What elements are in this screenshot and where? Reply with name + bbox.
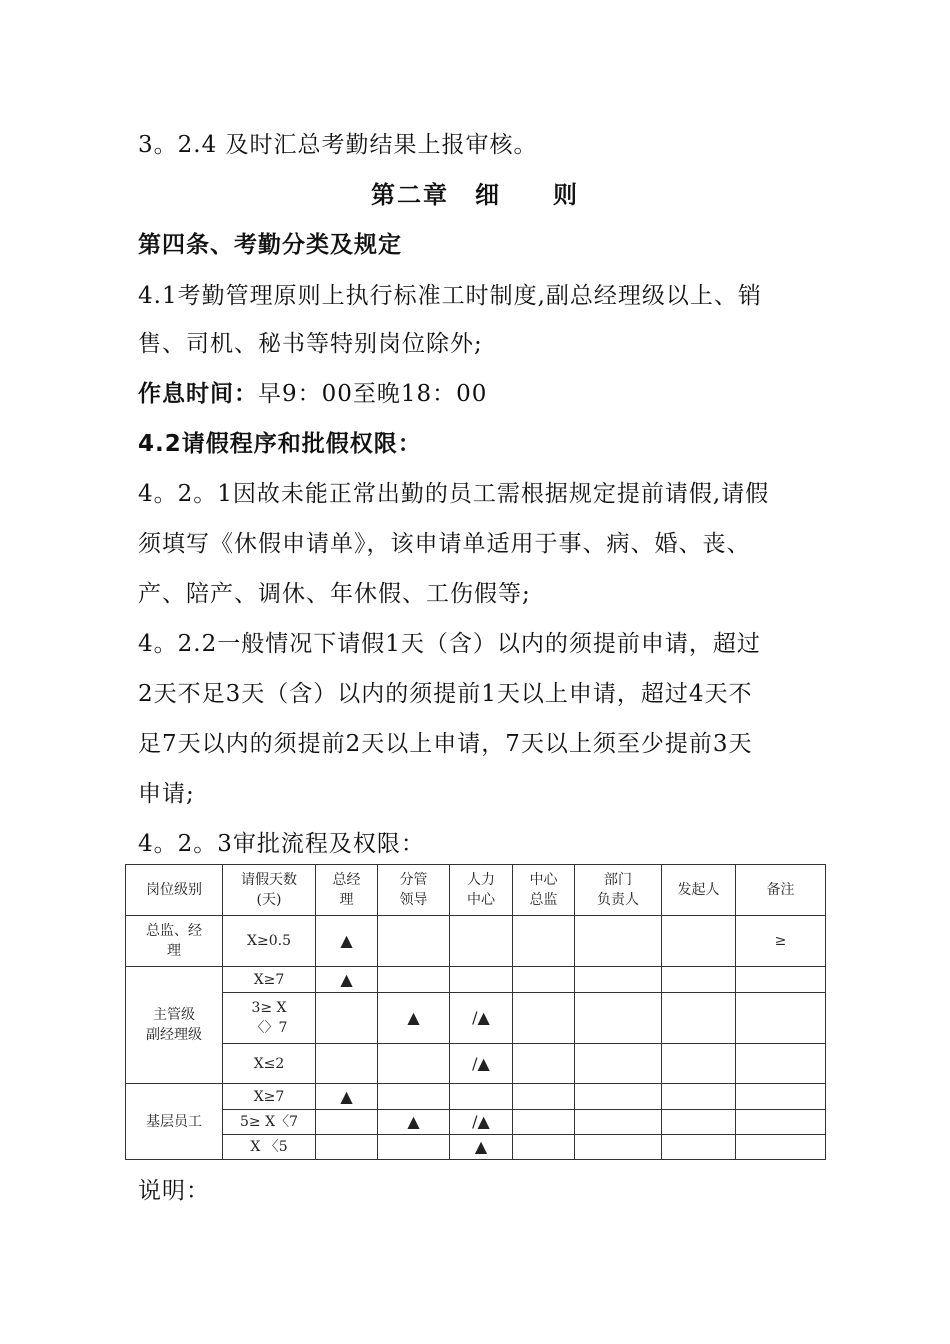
days-cell: X≥7 [223,967,316,993]
header-supervising-leader: 分管 领导 [378,865,450,916]
chapter-title: 第二章 细 则 [371,181,579,209]
section-4-2-3-title: 4。2。3审批流程及权限： [138,831,425,857]
table-row [126,916,826,967]
days-cell: 3≥ X 〈〉7 [223,993,316,1044]
hr-mark: ▲ [450,1135,513,1160]
days-cell: X≤2 [223,1044,316,1084]
remark-cell: ≥ [736,916,826,967]
header-level: 岗位级别 [126,865,223,916]
work-hours [138,381,818,407]
header-days: 请假天数 (天) [223,865,316,916]
level-director-manager: 总监、经 理 [126,916,223,967]
gm-mark: ▲ [316,1084,378,1110]
table-row [126,1135,826,1160]
hr-mark: /▲ [450,1044,513,1084]
table-header-row [126,865,826,916]
header-center-director: 中心 总监 [513,865,575,916]
hr-mark: /▲ [450,993,513,1044]
days-cell: 5≥ X〈7 [223,1110,316,1135]
note-label: 说明： [138,1178,210,1204]
hr-mark: /▲ [450,1110,513,1135]
gm-mark: ▲ [316,916,378,967]
table-row [126,1110,826,1135]
paragraph-4-1-line-1: 4.1考勤管理原则上执行标准工时制度,副总经理级以上、销 [138,283,762,309]
paragraph-4-2-1-line-1: 4。2。1因故未能正常出勤的员工需根据规定提前请假,请假 [138,481,770,507]
header-dept-head: 部门 负责人 [575,865,662,916]
level-staff: 基层员工 [126,1084,223,1160]
article-4-title: 第四条、考勤分类及规定 [138,232,402,258]
table-row [126,993,826,1044]
paragraph-4-2-2-line-1: 4。2.2一般情况下请假1天（含）以内的须提前申请，超过 [138,631,761,657]
gm-mark: ▲ [316,967,378,993]
approval-authority-table [125,864,826,1160]
days-cell: X≥7 [223,1084,316,1110]
header-general-manager: 总经 理 [316,865,378,916]
header-remark: 备注 [736,865,826,916]
paragraph-4-2-2-line-3: 足7天以内的须提前2天以上申请，7天以上须至少提前3天 [138,731,753,757]
paragraph-4-1-line-2: 售、司机、秘书等特别岗位除外; [138,331,483,357]
days-cell: X≥0.5 [223,916,316,967]
paragraph-4-2-2-line-2: 2天不足3天（含）以内的须提前1天以上申请，超过4天不 [138,681,753,707]
supervising-leader-mark: ▲ [378,1110,450,1135]
work-hours-label: 作息时间： [138,381,258,407]
header-initiator: 发起人 [662,865,736,916]
work-hours-value: 早9：00至晚18：00 [258,381,488,407]
paragraph-4-2-1-line-2: 须填写《休假申请单》，该申请单适用于事、病、婚、丧、 [138,531,751,557]
paragraph-4-2-1-line-3: 产、陪产、调休、年休假、工伤假等; [138,581,531,607]
table-row [126,967,826,993]
level-supervisor: 主管级 副经理级 [126,967,223,1084]
section-4-2-title: 4.2请假程序和批假权限： [138,431,422,457]
paragraph-4-2-2-line-4: 申请; [138,781,195,807]
table-row [126,1084,826,1110]
supervising-leader-mark: ▲ [378,993,450,1044]
header-hr-center: 人力 中心 [450,865,513,916]
clause-3-2-4: 3。2.4 及时汇总考勤结果上报审核。 [138,132,538,158]
days-cell: X 〈5 [223,1135,316,1160]
table-row [126,1044,826,1084]
